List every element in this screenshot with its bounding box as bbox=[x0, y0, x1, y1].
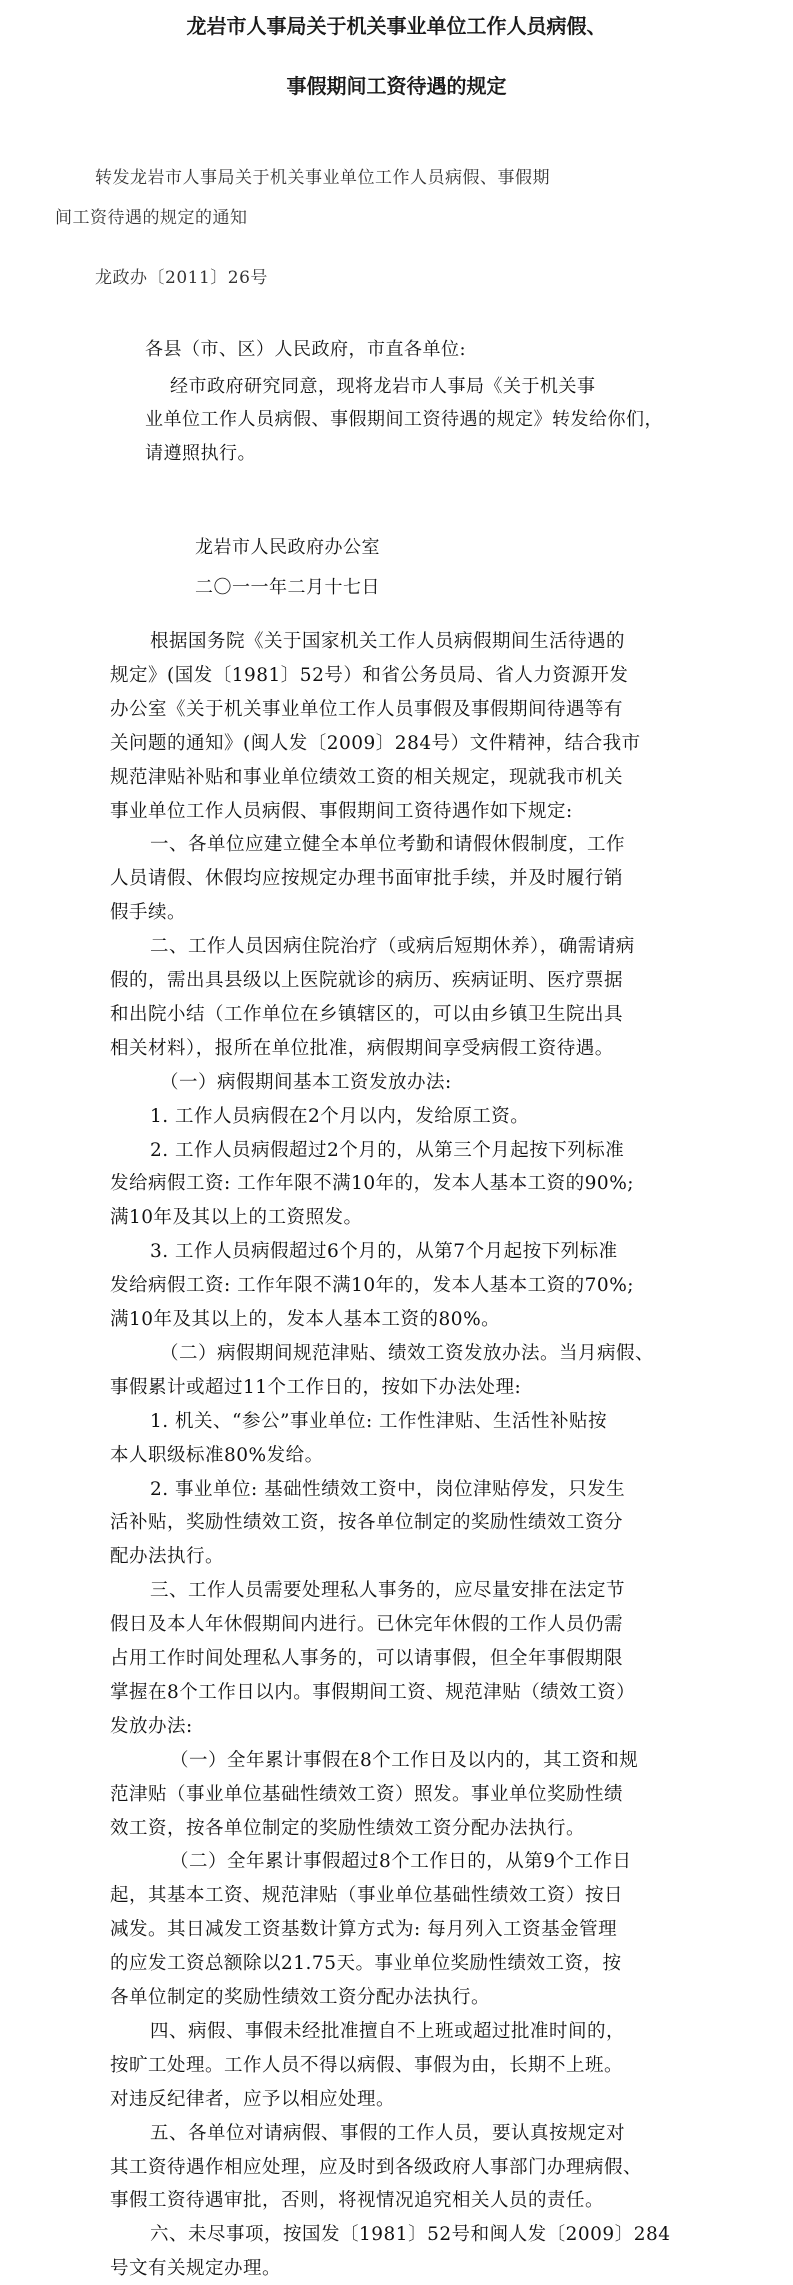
body-line: 配办法执行。 bbox=[110, 1546, 225, 1567]
body-line: 和出院小结（工作单位在乡镇辖区的，可以由乡镇卫生院出具 bbox=[110, 1004, 624, 1025]
body-line: 3. 工作人员病假超过6个月的，从第7个月起按下列标准 bbox=[150, 1241, 618, 1262]
notice-line-1: 各县（市、区）人民政府，市直各单位: bbox=[145, 339, 467, 360]
body-line: 2. 事业单位: 基础性绩效工资中，岗位津贴停发，只发生 bbox=[150, 1479, 626, 1500]
body-line: 掌握在8个工作日以内。事假期间工资、规范津贴（绩效工资） bbox=[110, 1682, 636, 1703]
notice-line-4: 请遵照执行。 bbox=[145, 443, 256, 464]
body-line: 二、工作人员因病住院治疗（或病后短期休养），确需请病 bbox=[150, 936, 635, 957]
issuer: 龙岩市人民政府办公室 bbox=[195, 537, 380, 558]
body-line: 假日及本人年休假期间内进行。已休完年休假的工作人员仍需 bbox=[110, 1614, 624, 1635]
body-line: 发给病假工资: 工作年限不满10年的，发本人基本工资的90%; bbox=[110, 1173, 635, 1194]
body-line: 根据国务院《关于国家机关工作人员病假期间生活待遇的 bbox=[150, 631, 626, 652]
body-line: 起，其基本工资、规范津贴（事业单位基础性绩效工资）按日 bbox=[110, 1885, 624, 1906]
body-line: 假手续。 bbox=[110, 902, 187, 923]
forward-notice-line-1: 转发龙岩市人事局关于机关事业单位工作人员病假、事假期 bbox=[95, 168, 550, 188]
body-line: 发给病假工资: 工作年限不满10年的，发本人基本工资的70%; bbox=[110, 1275, 635, 1296]
document-title-line-1: 龙岩市人事局关于机关事业单位工作人员病假、 bbox=[186, 14, 607, 38]
notice-line-3: 业单位工作人员病假、事假期间工资待遇的规定》转发给你们， bbox=[145, 409, 663, 430]
body-line: 事业单位工作人员病假、事假期间工资待遇作如下规定: bbox=[110, 801, 573, 822]
body-line: 五、各单位对请病假、事假的工作人员，要认真按规定对 bbox=[150, 2123, 626, 2144]
body-line: 规范津贴补贴和事业单位绩效工资的相关规定，现就我市机关 bbox=[110, 767, 624, 788]
body-line: 假的，需出具县级以上医院就诊的病历、疾病证明、医疗票据 bbox=[110, 970, 624, 991]
body-line: 的应发工资总额除以21.75天。事业单位奖励性绩效工资，按 bbox=[110, 1953, 622, 1974]
body-line: （二）全年累计事假超过8个工作日的，从第9个工作日 bbox=[170, 1851, 632, 1872]
body-line: 占用工作时间处理私人事务的，可以请事假，但全年事假期限 bbox=[110, 1648, 624, 1669]
body-line: （二）病假期间规范津贴、绩效工资发放办法。当月病假、 bbox=[160, 1343, 655, 1364]
forward-notice-line-2: 间工资待遇的规定的通知 bbox=[55, 208, 248, 228]
body-line: 其工资待遇作相应处理，应及时到各级政府人事部门办理病假、 bbox=[110, 2157, 643, 2178]
body-line: 事假工资待遇审批，否则，将视情况追究相关人员的责任。 bbox=[110, 2190, 605, 2211]
body-line: 人员请假、休假均应按规定办理书面审批手续，并及时履行销 bbox=[110, 868, 624, 889]
body-line: 各单位制定的奖励性绩效工资分配办法执行。 bbox=[110, 1987, 491, 2008]
body-line: 2. 工作人员病假超过2个月的，从第三个月起按下列标准 bbox=[150, 1140, 625, 1161]
issue-date: 二〇一一年二月十七日 bbox=[195, 577, 380, 598]
body-line: 满10年及其以上的，发本人基本工资的80%。 bbox=[110, 1309, 501, 1330]
body-line: 1. 机关、“参公”事业单位: 工作性津贴、生活性补贴按 bbox=[150, 1411, 608, 1432]
body-line: 按旷工处理。工作人员不得以病假、事假为由，长期不上班。 bbox=[110, 2055, 624, 2076]
document-number: 龙政办〔2011〕26号 bbox=[95, 268, 268, 288]
body-line: （一）病假期间基本工资发放办法: bbox=[160, 1072, 452, 1093]
body-line: 四、病假、事假未经批准擅自不上班或超过批准时间的， bbox=[150, 2021, 626, 2042]
notice-line-2: 经市政府研究同意，现将龙岩市人事局《关于机关事 bbox=[170, 376, 596, 397]
document-title-line-2: 事假期间工资待遇的规定 bbox=[286, 74, 507, 98]
body-line: 活补贴，奖励性绩效工资，按各单位制定的奖励性绩效工资分 bbox=[110, 1512, 624, 1533]
body-line: 对违反纪律者，应予以相应处理。 bbox=[110, 2089, 396, 2110]
body-line: 规定》(国发〔1981〕52号）和省公务员局、省人力资源开发 bbox=[110, 665, 629, 686]
body-line: 满10年及其以上的工资照发。 bbox=[110, 1207, 363, 1228]
body-line: 相关材料），报所在单位批准，病假期间享受病假工资待遇。 bbox=[110, 1038, 614, 1059]
body-line: 一、各单位应建立健全本单位考勤和请假休假制度，工作 bbox=[150, 834, 626, 855]
body-line: 范津贴（事业单位基础性绩效工资）照发。事业单位奖励性绩 bbox=[110, 1784, 624, 1805]
body-line: 减发。其日减发工资基数计算方式为: 每月列入工资基金管理 bbox=[110, 1919, 618, 1940]
body-line: 三、工作人员需要处理私人事务的，应尽量安排在法定节 bbox=[150, 1580, 626, 1601]
body-line: 发放办法: bbox=[110, 1716, 193, 1737]
body-line: 关问题的通知》(闽人发〔2009〕284号）文件精神，结合我市 bbox=[110, 733, 641, 754]
body-line: 六、未尽事项，按国发〔1981〕52号和闽人发〔2009〕284 bbox=[150, 2224, 671, 2245]
body-line: 办公室《关于机关事业单位工作人员事假及事假期间待遇等有 bbox=[110, 699, 624, 720]
body-line: 事假累计或超过11个工作日的，按如下办法处理: bbox=[110, 1377, 522, 1398]
body-line: 1. 工作人员病假在2个月以内，发给原工资。 bbox=[150, 1106, 530, 1127]
body-line: 号文有关规定办理。 bbox=[110, 2258, 282, 2279]
body-line: 本人职级标准80%发给。 bbox=[110, 1445, 324, 1466]
body-line: 效工资，按各单位制定的奖励性绩效工资分配办法执行。 bbox=[110, 1818, 586, 1839]
body-line: （一）全年累计事假在8个工作日及以内的，其工资和规 bbox=[170, 1750, 639, 1771]
